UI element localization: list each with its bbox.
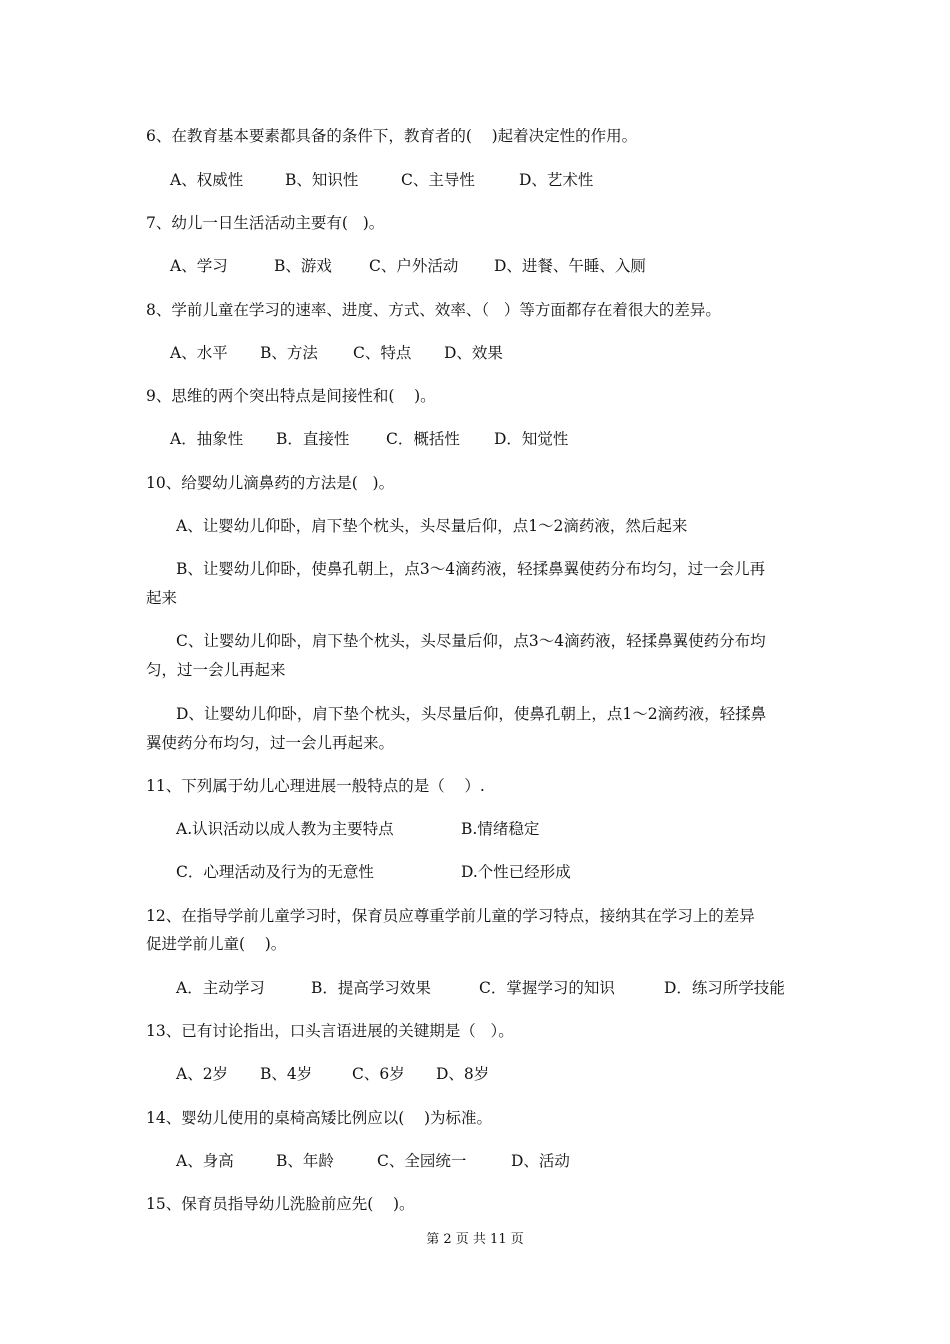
question-9-stem: 9、思维的两个突出特点是间接性和( )。 xyxy=(146,387,436,405)
question-9-option-d: D．知觉性 xyxy=(494,430,569,448)
question-9-option-a: A．抽象性 xyxy=(170,430,244,448)
question-6-stem: 6、在教育基本要素都具备的条件下，教育者的( )起着决定性的作用。 xyxy=(146,127,638,145)
question-11-option-a: A.认识活动以成人教为主要特点 xyxy=(176,820,394,838)
question-10-stem: 10、给婴幼儿滴鼻药的方法是( )。 xyxy=(146,474,395,492)
question-8-option-b: B、方法 xyxy=(260,344,318,362)
question-7-option-b: B、游戏 xyxy=(274,257,332,275)
question-6-option-d: D、艺术性 xyxy=(519,171,594,189)
question-12-option-b: B．提高学习效果 xyxy=(311,979,431,997)
question-11-stem: 11、下列属于幼儿心理进展一般特点的是（ ）. xyxy=(146,777,485,795)
question-8-option-c: C、特点 xyxy=(353,344,412,362)
question-12-option-a: A．主动学习 xyxy=(176,979,265,997)
question-7-option-a: A、学习 xyxy=(170,257,228,275)
question-14-stem: 14、婴幼儿使用的桌椅高矮比例应以( )为标准。 xyxy=(146,1109,493,1127)
question-9-option-b: B．直接性 xyxy=(276,430,350,448)
question-10-option-c-line1: C、让婴幼儿仰卧，肩下垫个枕头，头尽量后仰，点3～4滴药液，轻揉鼻翼使药分布均 xyxy=(176,632,766,650)
question-13-option-c: C、6岁 xyxy=(352,1065,405,1083)
question-14-option-a: A、身高 xyxy=(176,1152,234,1170)
question-12-stem-line1: 12、在指导学前儿童学习时，保育员应尊重学前儿童的学习特点，接纳其在学习上的差异 xyxy=(146,907,755,925)
question-10-option-d-line1: D、让婴幼儿仰卧，肩下垫个枕头，头尽量后仰，使鼻孔朝上，点1～2滴药液，轻揉鼻 xyxy=(176,705,767,723)
question-12-stem-line2: 促进学前儿童( )。 xyxy=(146,935,287,953)
question-11-option-c: C．心理活动及行为的无意性 xyxy=(176,863,374,881)
question-7-option-c: C、户外活动 xyxy=(369,257,459,275)
question-14-option-b: B、年龄 xyxy=(276,1152,334,1170)
question-8-option-a: A、水平 xyxy=(170,344,228,362)
question-12-option-c: C．掌握学习的知识 xyxy=(479,979,615,997)
question-13-option-d: D、8岁 xyxy=(436,1065,490,1083)
question-13-option-a: A、2岁 xyxy=(176,1065,229,1083)
question-6-option-b: B、知识性 xyxy=(285,171,359,189)
question-8-option-d: D、效果 xyxy=(444,344,503,362)
question-13-stem: 13、已有讨论指出，口头言语进展的关键期是（ ）。 xyxy=(146,1022,514,1040)
question-10-option-a: A、让婴幼儿仰卧，肩下垫个枕头，头尽量后仰，点1～2滴药液，然后起来 xyxy=(176,517,688,535)
question-10-option-c-line2: 匀，过一会儿再起来 xyxy=(146,661,286,679)
question-7-option-d: D、进餐、午睡、入厕 xyxy=(494,257,646,275)
question-9-option-c: C．概括性 xyxy=(386,430,460,448)
question-7-stem: 7、幼儿一日生活活动主要有( )。 xyxy=(146,214,385,232)
question-11-option-b: B.情绪稳定 xyxy=(461,820,540,838)
question-15-stem: 15、保育员指导幼儿洗脸前应先( )。 xyxy=(146,1195,415,1213)
question-6-option-a: A、权威性 xyxy=(170,171,244,189)
page-footer: 第 2 页 共 11 页 xyxy=(426,1232,524,1247)
question-14-option-d: D、活动 xyxy=(511,1152,570,1170)
question-10-option-b-line2: 起来 xyxy=(146,589,178,607)
question-12-option-d: D．练习所学技能 xyxy=(664,979,785,997)
question-10-option-d-line2: 翼使药分布均匀，过一会儿再起来。 xyxy=(146,734,395,752)
question-10-option-b-line1: B、让婴幼儿仰卧，使鼻孔朝上，点3～4滴药液，轻揉鼻翼使药分布均匀，过一会儿再 xyxy=(176,560,766,578)
question-8-stem: 8、学前儿童在学习的速率、进度、方式、效率、（ ）等方面都存在着很大的差异。 xyxy=(146,301,721,319)
question-11-option-d: D.个性已经形成 xyxy=(461,863,571,881)
question-14-option-c: C、全园统一 xyxy=(377,1152,467,1170)
question-13-option-b: B、4岁 xyxy=(260,1065,313,1083)
question-6-option-c: C、主导性 xyxy=(401,171,475,189)
